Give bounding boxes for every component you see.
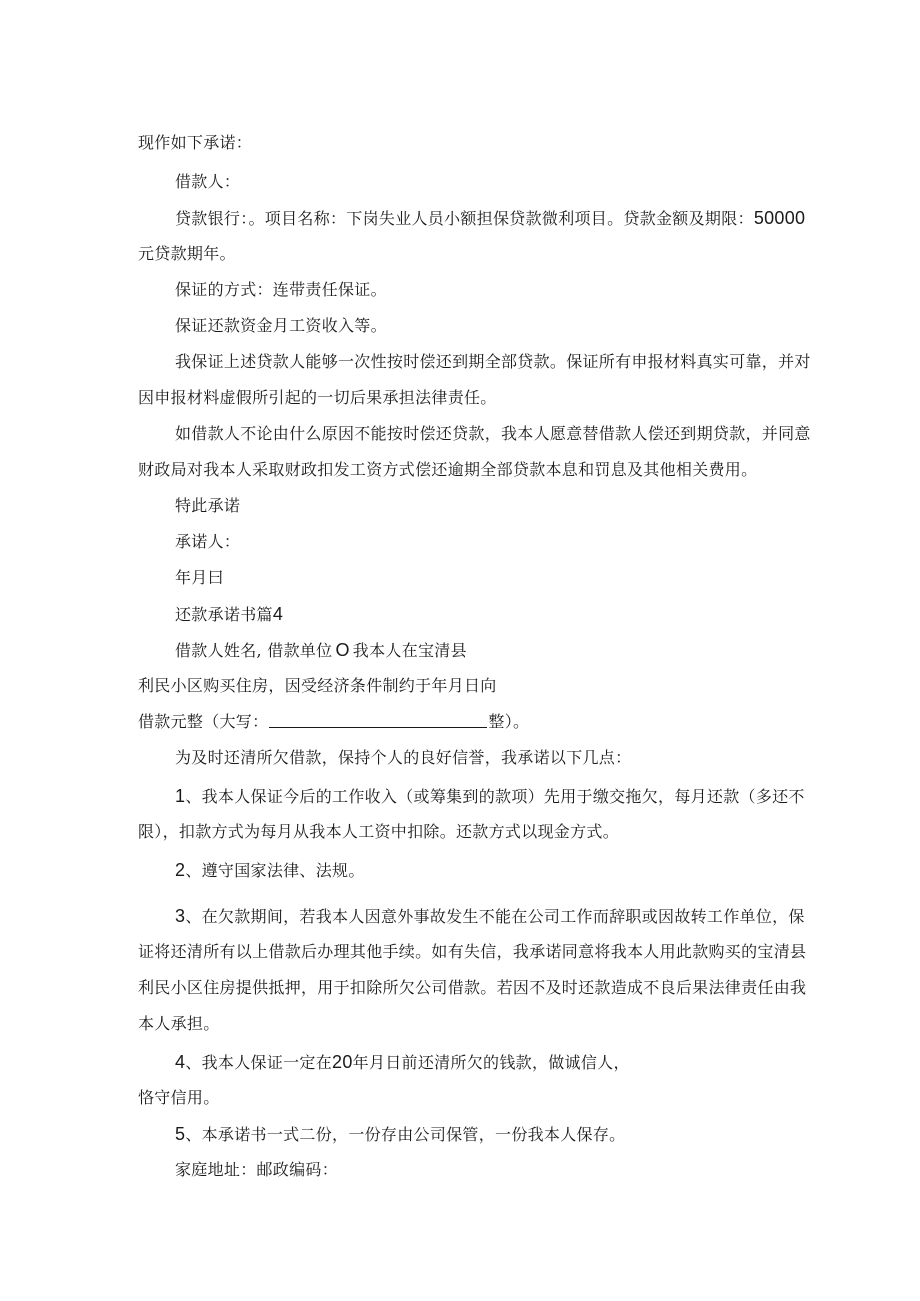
section-title-number: 4 xyxy=(272,604,284,624)
item-2-number: 2 xyxy=(175,860,186,880)
loan-bank-text: 贷款银行：。项目名称：下岗失业人员小额担保贷款微利项目。贷款金额及期限： xyxy=(175,209,754,228)
section-title-text: 还款承诺书篇 xyxy=(175,605,273,624)
item-2-text: 、遵守国家法律、法规。 xyxy=(185,861,365,880)
intro-paragraph: 现作如下承诺： xyxy=(138,133,253,152)
section-title xyxy=(175,604,283,625)
name-unit-text-b: 我本人在宝清县 xyxy=(352,641,467,660)
name-unit-o-mark: O xyxy=(335,640,350,660)
item-2-line-1 xyxy=(175,860,365,881)
item-5-line-1 xyxy=(175,1124,625,1145)
item-4-text-a: 、我本人保证一定在 xyxy=(185,1053,333,1072)
loan-amount: 50000 xyxy=(753,208,806,228)
item-1-number: 1 xyxy=(175,786,186,806)
amount-text-b: 整）。 xyxy=(488,712,530,731)
loan-bank-line-1 xyxy=(175,208,805,229)
failure-paragraph-line-1: 如借款人不论由什么原因不能按时偿还贷款，我本人愿意替借款人偿还到期贷款，并同意 xyxy=(175,424,811,443)
date-line: 年月曰 xyxy=(175,568,224,587)
amount-text-a: 借款元整（大写： xyxy=(138,712,269,731)
name-unit-text-a: 借款人姓名, 借款单位 xyxy=(175,641,333,660)
promise-paragraph-line-2: 因申报材料虚假所引起的一切后果承担法律责任。 xyxy=(138,388,497,407)
item-3-line-1 xyxy=(175,906,805,927)
item-3-number: 3 xyxy=(175,906,186,926)
commitment-intro-line: 为及时还清所欠借款，保持个人的良好信誉，我承诺以下几点： xyxy=(175,748,632,767)
amount-line xyxy=(138,712,529,732)
promisor-line: 承诺人： xyxy=(175,532,241,551)
name-unit-line xyxy=(175,640,467,661)
house-purchase-line: 利民小区购买住房，因受经济条件制约于年月日向 xyxy=(138,676,497,695)
repay-source-line: 保证还款资金月工资收入等。 xyxy=(175,316,387,335)
item-1-text: 、我本人保证今后的工作收入（或筹集到的款项）先用于缴交拖欠，每月还款（多还不 xyxy=(185,787,805,806)
item-1-line-1 xyxy=(175,786,805,807)
item-3-text: 、在欠款期间，若我本人因意外事故发生不能在公司工作而辞职或因故转工作单位，保 xyxy=(185,907,805,926)
hereby-promise-line: 特此承诺 xyxy=(175,496,241,515)
borrower-line: 借款人： xyxy=(175,172,241,191)
item-4-line-1 xyxy=(175,1052,630,1073)
loan-bank-line-2: 元贷款期年。 xyxy=(138,244,236,263)
promise-paragraph-line-1: 我保证上述贷款人能够一次性按时偿还到期全部贷款。保证所有申报材料真实可靠，并对 xyxy=(175,352,811,371)
item-3-line-2: 证将还清所有以上借款后办理其他手续。如有失信，我承诺同意将我本人用此款购买的宝清县 xyxy=(138,942,807,961)
item-4-number: 4 xyxy=(175,1052,186,1072)
item-1-line-2: 限），扣款方式为每月从我本人工资中扣除。还款方式以现金方式。 xyxy=(138,822,620,841)
failure-paragraph-line-2: 财政局对我本人采取财政扣发工资方式偿还逾期全部贷款本息和罚息及其他相关费用。 xyxy=(138,460,758,479)
guarantee-type-line: 保证的方式：连带责任保证。 xyxy=(175,280,387,299)
item-5-number: 5 xyxy=(175,1124,186,1144)
item-5-text: 、本承诺书一式二份，一份存由公司保管，一份我本人保存。 xyxy=(185,1125,626,1144)
amount-blank-underline xyxy=(269,712,487,728)
item-3-line-3: 利民小区住房提供抵押，用于扣除所欠公司借款。若因不及时还款造成不良后果法律责任由我 xyxy=(138,978,807,997)
item-4-text-b: 年月日前还清所欠的钱款，做诚信人， xyxy=(352,1053,630,1072)
item-3-line-4: 本人承担。 xyxy=(138,1014,220,1033)
item-4-line-2: 恪守信用。 xyxy=(138,1088,220,1107)
item-4-year: 20 xyxy=(332,1052,353,1072)
address-postcode-line: 家庭地址：邮政编码： xyxy=(175,1160,339,1179)
